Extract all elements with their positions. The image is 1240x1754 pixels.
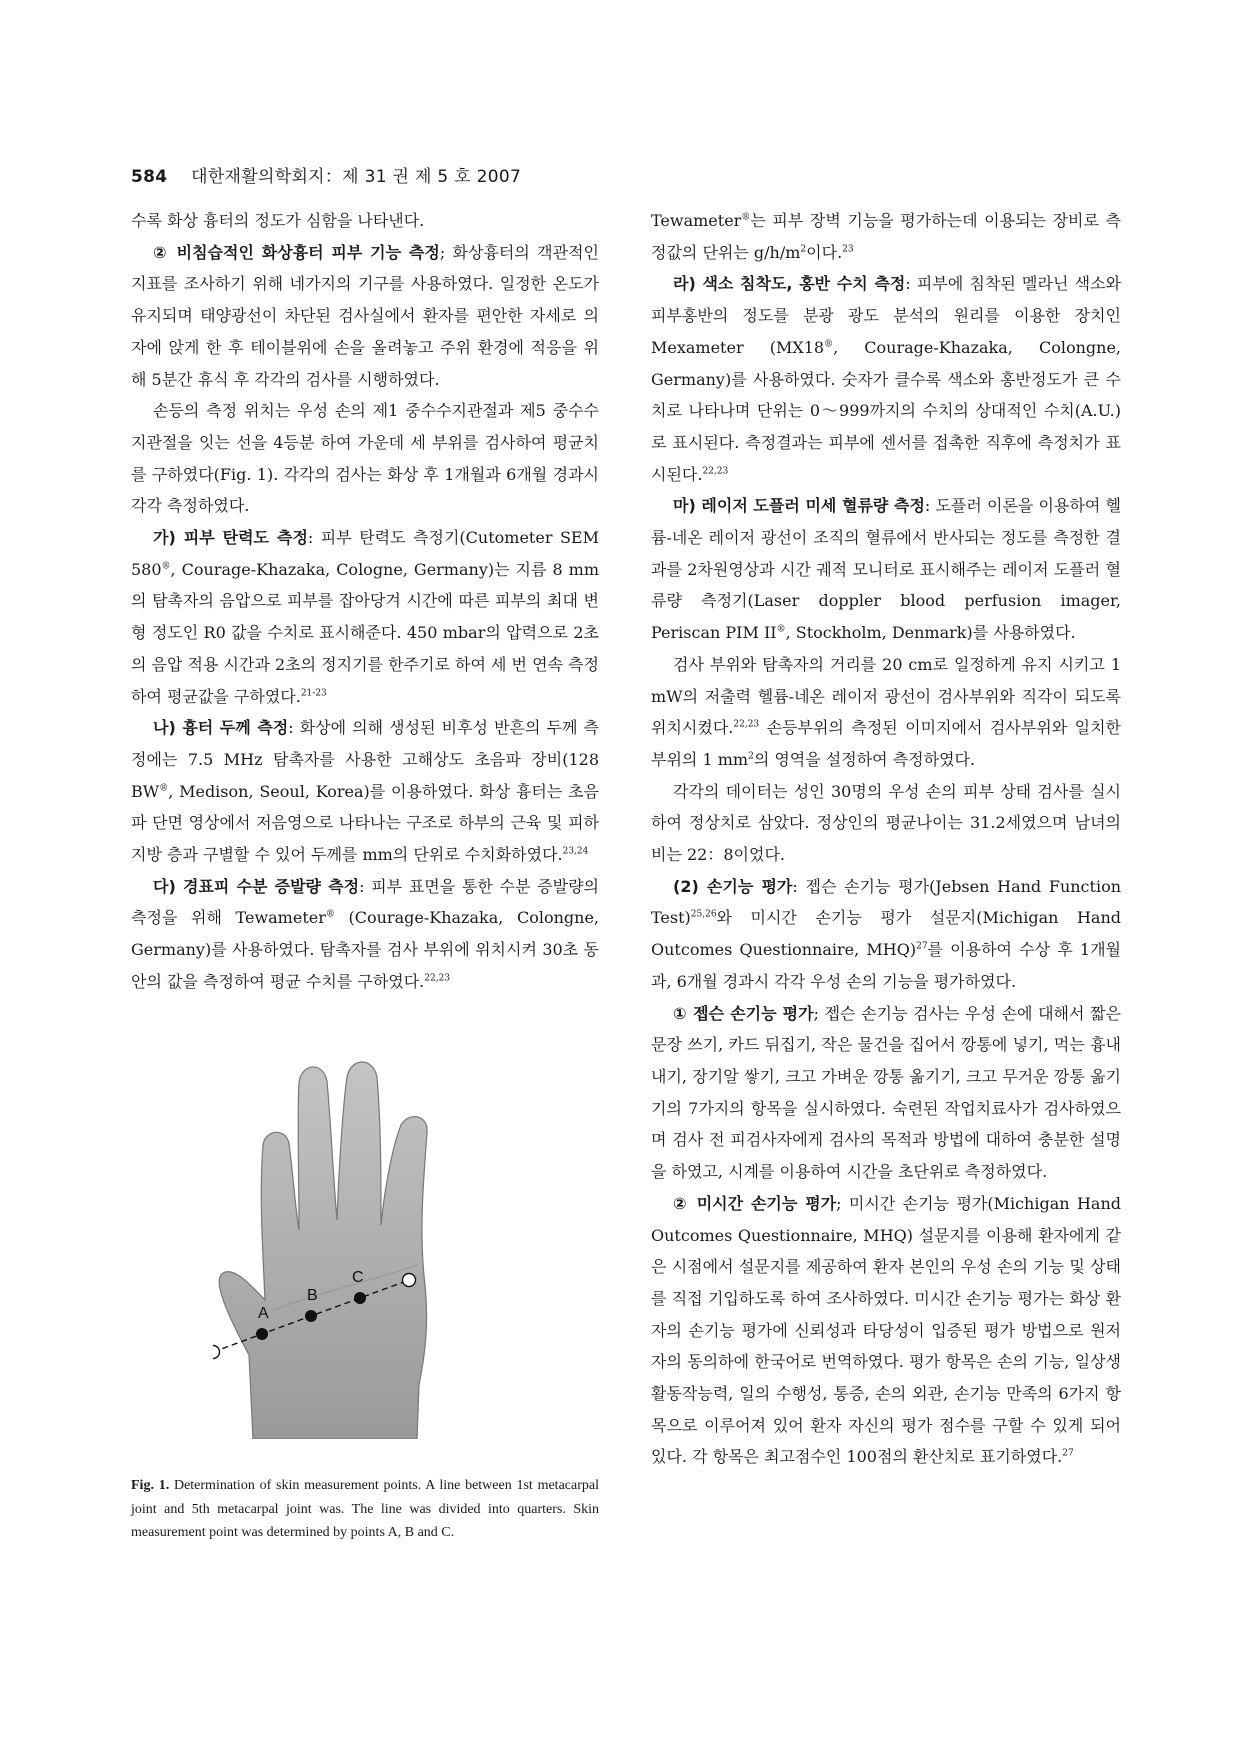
point-c xyxy=(354,1292,366,1304)
paragraph: ① 젭슨 손기능 평가; 젭슨 손기능 검사는 우성 손에 대해서 짧은 문장 쓰기, 카드 뒤집기, 작은 물건을 집어서 깡통에 넣기, 먹는 흉내 내기, 장기알 쌓기, 크고 가벼운 깡통 옮기기, 크고 무거운 깡통 옮기기의 7가지의 항목을 실시하였다. 숙련된 작업치료사가 검사하였으며 검사 전 피검사자에게 검사의 목적과 방법에 대하여 충분한 설명을 하였고, 시계를 이용하여 시간을 초단위로 측정하였다. xyxy=(651,1003,1121,1182)
section-heading: ② 미시간 손기능 평가 xyxy=(673,1193,837,1213)
section-heading: 나) 흉터 두께 측정 xyxy=(153,718,289,738)
section-heading: 마) 레이저 도플러 미세 혈류량 측정 xyxy=(673,496,925,516)
citation: 25,26 xyxy=(690,910,717,921)
figure-caption: Fig. 1. Determination of skin measurement points. A line between 1st metacarpal joint and 5th metacarpal joint was. The line was divided into quarters. Skin measurement point was determined by points A, B and C. xyxy=(131,1478,599,1540)
paragraph: 라) 색소 침착도, 홍반 수치 측정: 피부에 침착된 멜라닌 색소와 피부홍반의 정도를 분광 광도 분석의 원리를 이용한 장치인 Mexameter (MX18®, Courage-Khazaka, Colongne, Germany)를 사용하였다. 숫자가 클수록 색소와 홍반정도가 큰 수치로 나타나며 단위는 0～999까지의 수치의 상대적인 수치(A.U.)로 표시된다. 측정결과는 피부에 센서를 접촉한 직후에 측정치가 표시된다.$^{22,23}$ xyxy=(651,274,1122,484)
citation: 21-23 xyxy=(300,688,327,699)
citation: 27 xyxy=(1062,1449,1074,1460)
citation: 22,23 xyxy=(702,466,729,477)
citation: 22,23 xyxy=(424,973,451,984)
hand-silhouette xyxy=(219,1062,427,1439)
citation: 23,24 xyxy=(562,846,589,857)
point-a-label: A xyxy=(258,1305,269,1322)
paragraph: ② 미시간 손기능 평가; 미시간 손기능 평가(Michigan Hand Outcomes Questionnaire, MHQ) 설문지를 이용해 환자에게 같은 시점에서 설문지를 제공하여 환자 본인의 우성 손의 기능 및 상태를 직접 기입하도록 하여 조사하였다. 미시간 손기능 평가는 화상 환자의 손기능 평가에 신뢰성과 타당성이 입증된 평가 방법으로 원저자의 동의하에 한국어로 번역하였다. 평가 항목은 손의 기능, 일상생활동작능력, 일의 수행성, 통증, 손의 외관, 손기능 만족의 6가지 항목으로 이루어져 있어 환자 자신의 평가 점수를 구할 수 있게 되어 있다. 각 항목은 최고점수인 100점의 환산치로 표기하였다.$^{27}$ xyxy=(651,1193,1121,1467)
section-heading: ② 비침습적인 화상흉터 피부 기능 측정 xyxy=(153,242,440,262)
section-heading: 라) 색소 침착도, 홍반 수치 측정 xyxy=(673,274,906,294)
point-c-label: C xyxy=(352,1269,364,1286)
citation: 22,23 xyxy=(733,719,760,730)
endpoint-5th-metacarpal xyxy=(403,1274,416,1287)
running-header xyxy=(131,162,521,187)
endpoint-1st-metacarpal xyxy=(213,1346,220,1359)
paragraph: 손등의 측정 위치는 우성 손의 제1 중수수지관절과 제5 중수수지관절을 잇는 선을 4등분 하여 가운데 세 부위를 검사하여 평균치를 구하였다(Fig. 1). 각각의 검사는 화상 후 1개월과 6개월 경과시 각각 측정하였다. xyxy=(131,401,599,516)
paragraph: ② 비침습적인 화상흉터 피부 기능 측정; 화상흉터의 객관적인 지표를 조사하기 위해 네가지의 기구를 사용하였다. 일정한 온도가 유지되며 태양광선이 차단된 검사실에서 환자를 편안한 자세로 의자에 앉게 한 후 테이블위에 손을 올려놓고 주위 환경에 적응을 위해 5분간 휴식 후 각각의 검사를 시행하였다. xyxy=(131,242,599,389)
section-heading: 가) 피부 탄력도 측정 xyxy=(153,528,308,548)
paragraph: 가) 피부 탄력도 측정: 피부 탄력도 측정기(Cutometer SEM 580®, Courage-Khazaka, Cologne, Germany)는 지름 8 mm의 탐촉자의 음압으로 피부를 잡아당겨 시간에 따른 피부의 최대 변형 정도인 R0 값을 수치로 표시해준다. 450 mbar의 압력으로 2초의 음압 적용 시간과 2초의 정지기를 한주기로 하여 세 번 연속 측정하여 평균값을 구하였다.$^{21-23}$ xyxy=(131,528,599,706)
figure-label: Fig. 1. xyxy=(131,1478,170,1493)
paragraph: 다) 경표피 수분 증발량 측정: 피부 표면을 통한 수분 증발량의 측정을 위해 Tewameter® (Courage-Khazaka, Colongne, Germany)를 사용하였다. 탐촉자를 검사 부위에 위치시켜 30초 동안의 값을 측정하여 평균 수치를 구하였다.$^{22,23}$ xyxy=(131,876,599,991)
section-heading: ① 젭슨 손기능 평가 xyxy=(673,1003,814,1023)
point-b-label: B xyxy=(307,1287,318,1304)
citation: 23 xyxy=(842,244,854,255)
point-b xyxy=(305,1310,317,1322)
point-a xyxy=(256,1328,268,1340)
hand-figure xyxy=(213,1055,523,1439)
paragraph: 검사 부위와 탐촉자의 거리를 20 cm로 일정하게 유지 시키고 1 mW의 저출력 헬륨-네온 레이저 광선이 검사부위와 직각이 되도록 위치시켰다.$^{22,23}$ 손등부위의 측정된 이미지에서 검사부위와 일치한 부위의 1 $mm^2$의 영역을 설정하여 측정하였다. xyxy=(651,654,1121,769)
paragraph: 각각의 데이터는 성인 30명의 우성 손의 피부 상태 검사를 실시하여 정상치로 삼았다. 정상인의 평균나이는 31.2세였으며 남녀의 비는 22：8이었다. xyxy=(651,781,1121,865)
paragraph: 마) 레이저 도플러 미세 혈류량 측정: 도플러 이론을 이용하여 헬륨-네온 레이저 광선이 조직의 혈류에서 반사되는 정도를 측정한 결과를 2차원영상과 시간 궤적 모니터로 표시해주는 레이저 도플러 혈류량 측정기(Laser doppler blood perfusion imager, Periscan PIM II®, Stockholm, Denmark)를 사용하였다. xyxy=(651,496,1121,643)
section-heading: 다) 경표피 수분 증발량 측정 xyxy=(153,876,360,896)
paragraph: 수록 화상 흉터의 정도가 심함을 나타낸다. xyxy=(131,211,425,230)
citation: 27 xyxy=(916,941,928,952)
paragraph: 나) 흉터 두께 측정: 화상에 의해 생성된 비후성 반흔의 두께 측정에는 7.5 MHz 탐촉자를 사용한 고해상도 초음파 장비(128 BW®, Medison, Seoul, Korea)를 이용하였다. 화상 흉터는 초음파 단면 영상에서 저음영으로 나타나는 구조로 하부의 근육 및 피하 지방 층과 구별할 수 있어 두께를 mm의 단위로 수치화하였다.$^{23,24}$ xyxy=(131,718,600,865)
paragraph: Tewameter®는 피부 장벽 기능을 평가하는데 이용되는 장비로 측정값의 단위는 $g/h/m^2$이다.$^{23}$ xyxy=(651,211,1121,262)
section-heading: (2) 손기능 평가 xyxy=(673,876,793,896)
journal-title: 대한재활의학회지：제 31 권 제 5 호 2007 xyxy=(191,167,522,187)
left-column xyxy=(131,205,599,998)
paragraph: (2) 손기능 평가: 젭슨 손기능 평가(Jebsen Hand Function Test)$^{25,26}$와 미시간 손기능 평가 설문지(Michigan Hand Outcomes Questionnaire, MHQ)$^{27}$를 이용하여 수상 후 1개월과, 6개월 경과시 각각 우성 손의 기능을 평가하였다. xyxy=(651,876,1122,991)
right-column xyxy=(651,205,1121,1473)
page-number: 584 xyxy=(131,167,168,187)
